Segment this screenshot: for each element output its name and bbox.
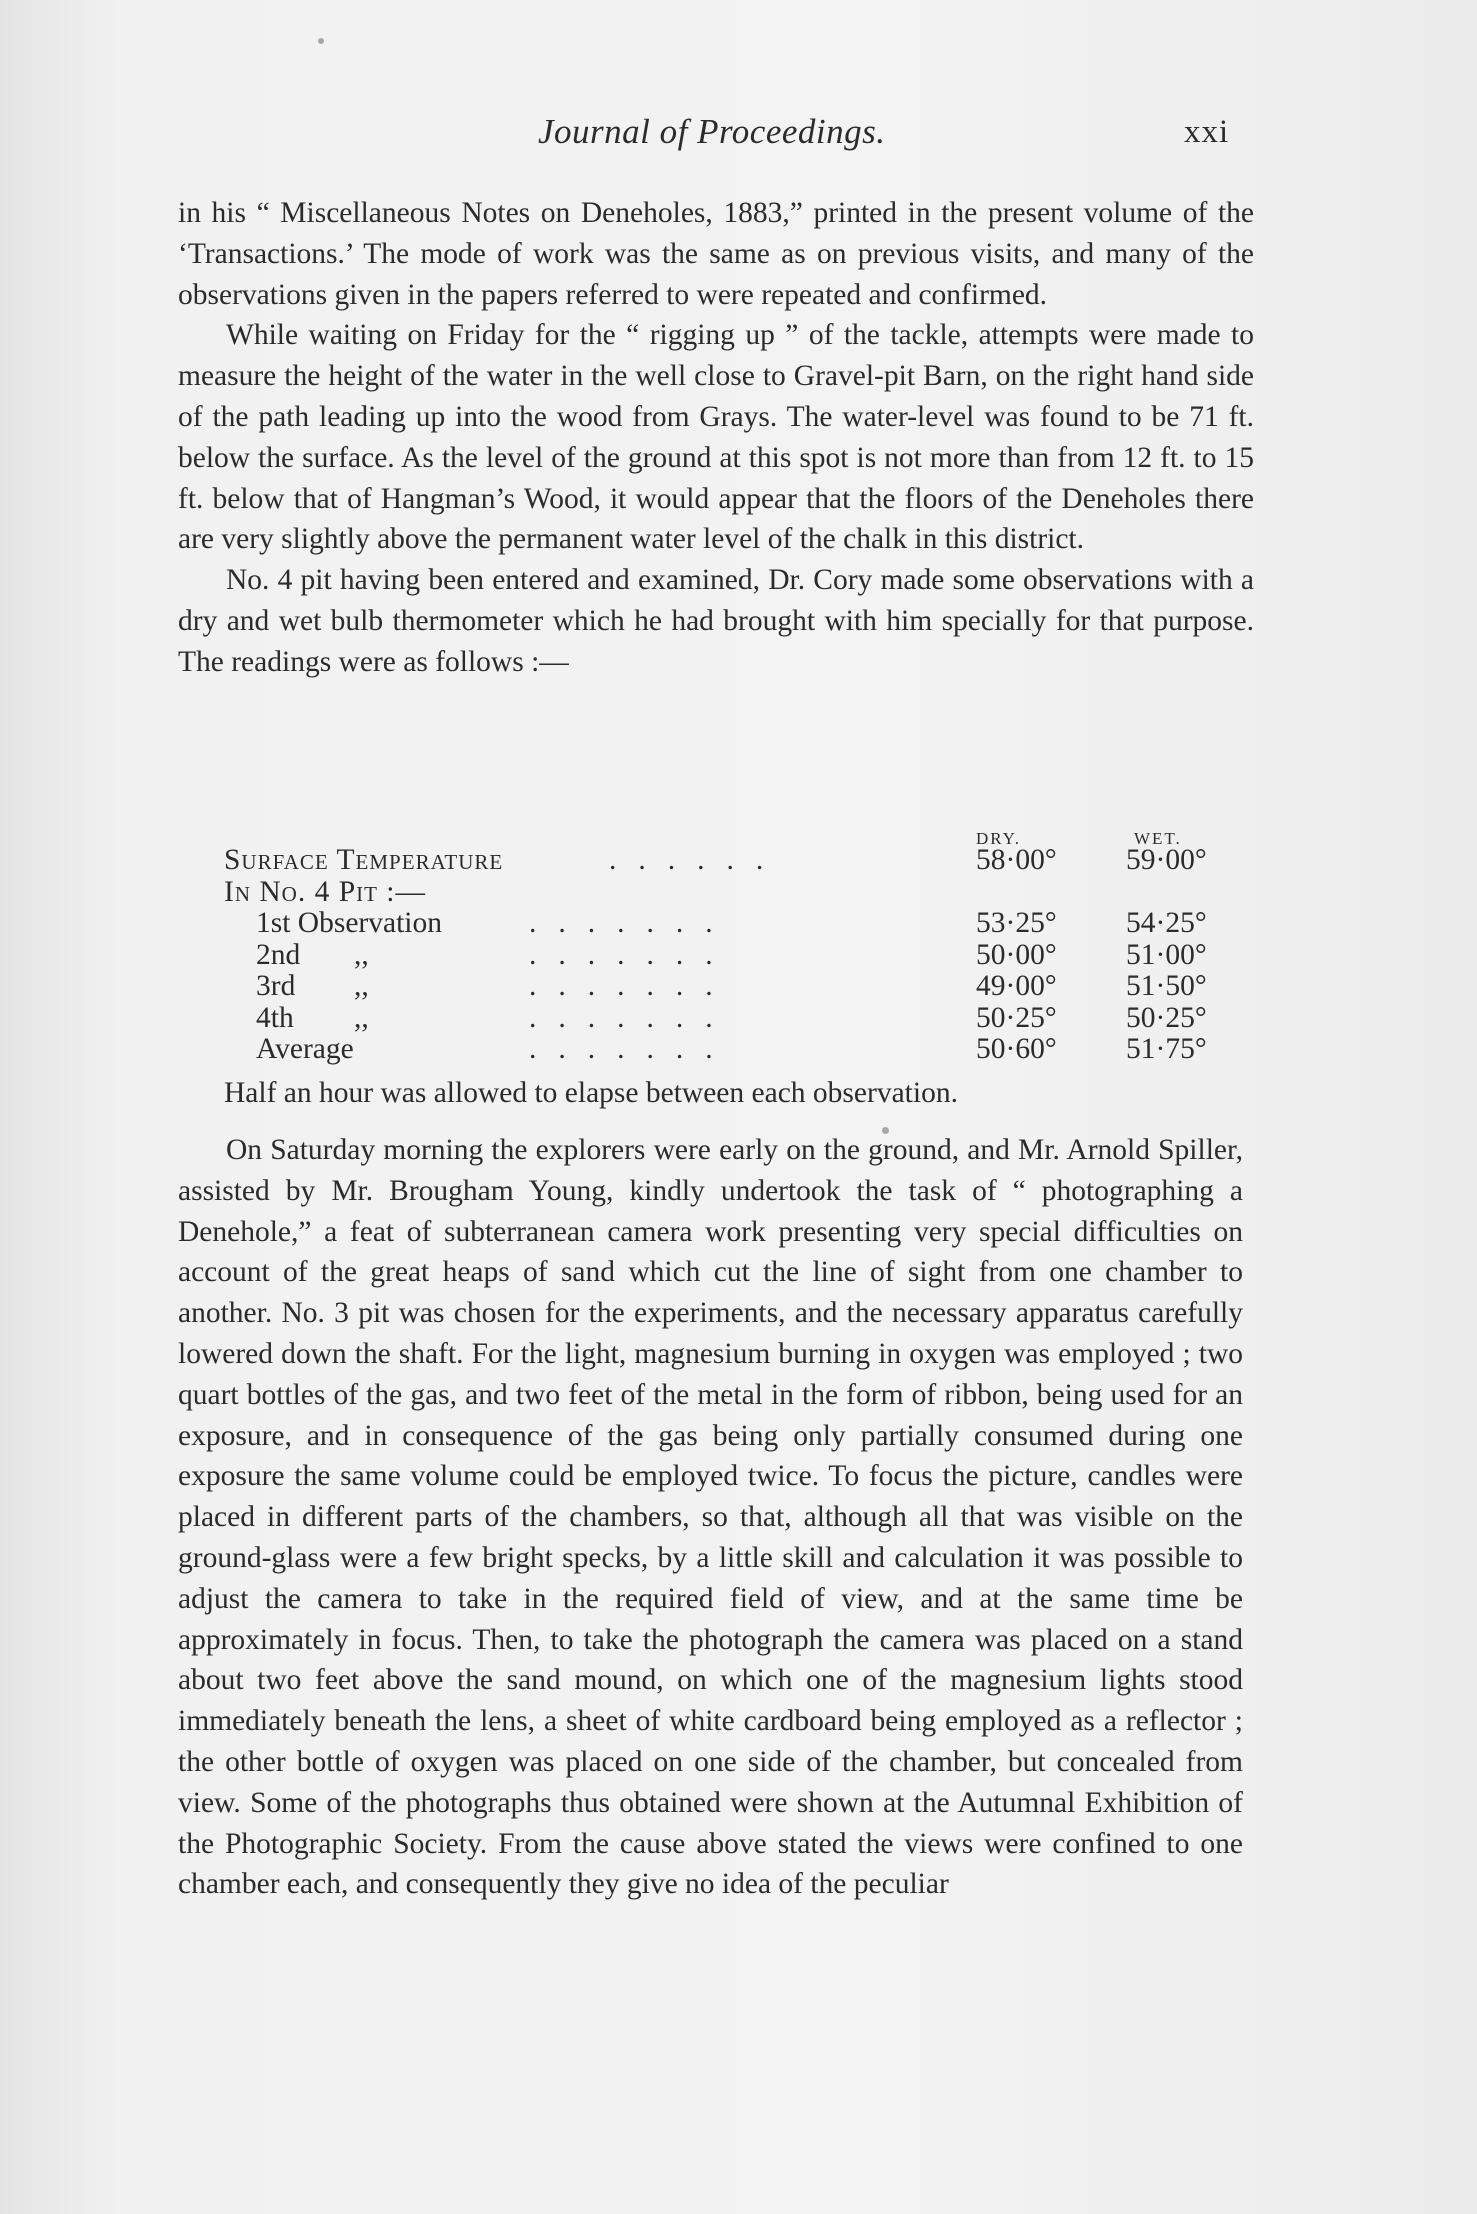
page-header: [0, 112, 1477, 162]
text-block-bottom: [178, 1130, 1243, 1905]
dry-value: 50·25°: [976, 1001, 1057, 1034]
surface-temperature-label: Surface Temperature: [224, 844, 504, 876]
wet-value: 54·25°: [1126, 907, 1207, 939]
dry-value: 49·00°: [976, 970, 1057, 1002]
wet-value: 51·00°: [1126, 938, 1207, 971]
surface-temperature-row: [224, 845, 1264, 877]
surface-wet-value: 59·00°: [1126, 844, 1207, 876]
wet-value: 51·50°: [1126, 970, 1207, 1002]
average-dry-value: 50·60°: [976, 1033, 1057, 1065]
paragraph-continuation: in his “ Miscellaneous Notes on Deneholes, 1883,” printed in the present volume of the ‘Transactions.’ The mode of work was the same as on previous visits, and many of the observations given in the papers referred to were repeated and confirmed.: [178, 197, 1254, 311]
average-label: Average: [256, 1033, 354, 1065]
dry-value: 53·25°: [976, 907, 1057, 939]
ditto-mark: ,,: [354, 938, 369, 971]
leader-dots: .......: [529, 1001, 735, 1034]
readings-column-headers: [224, 823, 1264, 848]
ditto-mark: ,,: [354, 1001, 369, 1034]
surface-dry-value: 58·00°: [976, 844, 1057, 876]
observation-label: 3rd: [256, 970, 296, 1002]
observation-row-2: [224, 940, 1264, 972]
observation-row-4: [224, 1003, 1264, 1035]
observation-row-1: [224, 908, 1264, 940]
dry-column-header: DRY.: [976, 829, 1022, 848]
paragraph-water-level: While waiting on Friday for the “ rigging up ” of the tackle, attempts were made to measure the height of the water in the well close to Gravel-pit Barn, on the right hand side of the path leading up into the wood from Grays. The water-level was found to be 71 ft. below the surface. As the level of the ground at this spot is not more than from 12 ft. to 15 ft. below that of Hangman’s Wood, it would appear that the floors of the Deneholes there are very slightly above the permanent water level of the chalk in this district.: [178, 319, 1254, 556]
ditto-mark: ,,: [354, 970, 369, 1002]
average-wet-value: 51·75°: [1126, 1033, 1207, 1065]
observation-row-3: [224, 971, 1264, 1003]
running-title: Journal of Proceedings.: [538, 112, 886, 151]
pit-heading: In No. 4 Pit :—: [224, 875, 427, 908]
paragraph-thermometer: No. 4 pit having been entered and examined, Dr. Cory made some observations with a dry and wet bulb thermometer which he had brought with him specially for that purpose. The readings were as follows :—: [178, 564, 1254, 678]
leader-dots: .......: [529, 970, 735, 1002]
observation-label: 1st Observation: [256, 907, 442, 939]
observation-label: 2nd: [256, 938, 301, 971]
wet-value: 50·25°: [1126, 1001, 1207, 1034]
page-number: xxi: [1184, 114, 1230, 150]
paper-speck: [882, 1127, 889, 1134]
temperature-readings-table: [224, 823, 1264, 1066]
leader-dots: .......: [529, 907, 735, 939]
paragraph-photographing: On Saturday morning the explorers were early on the ground, and Mr. Arnold Spiller, assisted by Mr. Brougham Young, kindly undertook the task of “ photographing a Denehole,” a feat of subterranean camera work presenting very special difficulties on account of the great heaps of sand which cut the line of sight from one chamber to another. No. 3 pit was chosen for the experiments, and the necessary apparatus carefully lowered down the shaft. For the light, magnesium burning in oxygen was employed ; two quart bottles of the gas, and two feet of the metal in the form of ribbon, being used for an exposure, and in consequence of the gas being only partially consumed during one exposure the same volume could be employed twice. To focus the picture, candles were placed in different parts of the chambers, so that, although all that was visible on the ground-glass were a few bright specks, by a little skill and calculation it was possible to adjust the camera to take in the required field of view, and at the same time be approximately in focus. Then, to take the photograph the camera was placed on a stand about two feet above the sand mound, on which one of the magnesium lights stood immediately beneath the lens, a sheet of white cardboard being employed as a reflector ; the other bottle of oxygen was placed on one side of the chamber, but concealed from view. Some of the photographs thus obtained were shown at the Autumnal Exhibition of the Photographic Society. From the cause above stated the views were confined to one chamber each, and consequently they give no idea of the peculiar: [178, 1134, 1243, 1901]
observation-label: 4th: [256, 1001, 294, 1034]
pit-heading-row: [224, 877, 1264, 909]
text-block-top: [178, 193, 1254, 683]
leader-dots: ......: [609, 844, 786, 876]
average-row: [224, 1034, 1264, 1066]
leader-dots: .......: [529, 1033, 735, 1065]
leader-dots: .......: [529, 938, 735, 971]
paper-speck: [318, 38, 324, 44]
wet-column-header: WET.: [1134, 829, 1182, 848]
readings-note: Half an hour was allowed to elapse between each observation.: [224, 1077, 958, 1109]
dry-value: 50·00°: [976, 938, 1057, 971]
